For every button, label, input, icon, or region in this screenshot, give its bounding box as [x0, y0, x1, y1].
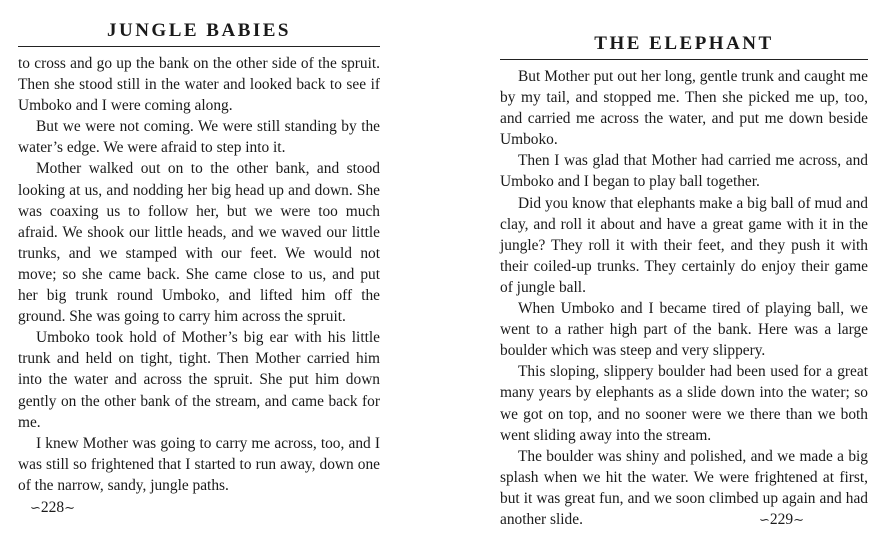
paragraph: This sloping, slippery boulder had been used for a great many years by elephants as a slide down into the water; so we got on top, and no sooner were we there than we both went sliding away into the stream. — [500, 363, 868, 444]
paragraph: Umboko took hold of Mother’s big ear with his little trunk and held on tight, tight. Then Mother carried him into the water and across the spruit. She put him down gently on the other bank of the stream, and came back for me. — [18, 329, 380, 431]
paragraph: But Mother put out her long, gentle trunk and caught me by my tail, and stopped me. Then she picked me up, too, and carried me across the water, and put me down beside Umboko. — [500, 68, 868, 149]
page-number-left-value: 228 — [40, 499, 65, 516]
page-number-right — [759, 511, 804, 529]
paragraph: I knew Mother was going to carry me across, too, and I was still so frightened that I started to run away, down one of the narrow, sandy, jungle paths. — [18, 434, 380, 494]
paragraph: Did you know that elephants make a big ball of mud and clay, and roll it about and have a great game with it in the jungle? They roll it with their feet, and they push it with their coiled-up trunks. They certainly do enjoy their game of jungle ball. — [500, 194, 868, 296]
right-page-body — [500, 66, 868, 530]
folio-ornament-left-icon: ∽ — [30, 501, 41, 516]
paragraph: Then I was glad that Mother had carried me across, and Umboko and I began to play ball together. — [500, 152, 868, 191]
paragraph: But we were not coming. We were still standing by the water’s edge. We were afraid to step into it. — [18, 118, 380, 157]
right-page — [500, 0, 868, 530]
running-head-right: THE ELEPHANT — [500, 0, 868, 60]
running-head-left: JUNGLE BABIES — [18, 0, 380, 47]
page-number-right-value: 229 — [769, 511, 794, 528]
left-page-body — [18, 53, 380, 496]
page-number-left — [30, 499, 75, 517]
paragraph: When Umboko and I became tired of playing ball, we went to a rather high part of the bank. Here was a large boulder which was steep and very slippery. — [500, 300, 868, 360]
folio-ornament-right-icon: ∼ — [793, 513, 805, 528]
folio-ornament-left-icon: ∽ — [759, 513, 770, 528]
left-page — [18, 0, 380, 496]
folio-ornament-right-icon: ∼ — [64, 501, 76, 516]
paragraph: to cross and go up the bank on the other side of the spruit. Then she stood still in the water and looked back to see if Umboko and I were coming along. — [18, 55, 380, 115]
paragraph: Mother walked out on to the other bank, and stood looking at us, and nodding her big head up and down. She was coaxing us to follow her, but we were too much afraid. We shook our little heads, and we waved our little trunks, and we stamped with our feet. We would not move; so she came back. She came close to us, and put her big trunk round Umboko, and lifted him off the ground. She was going to carry him across the spruit. — [18, 160, 380, 326]
paragraph: The boulder was shiny and polished, and we made a big splash when we hit the water. We were frightened at first, but it was great fun, and we soon climbed up again and had another slide. — [500, 447, 868, 528]
